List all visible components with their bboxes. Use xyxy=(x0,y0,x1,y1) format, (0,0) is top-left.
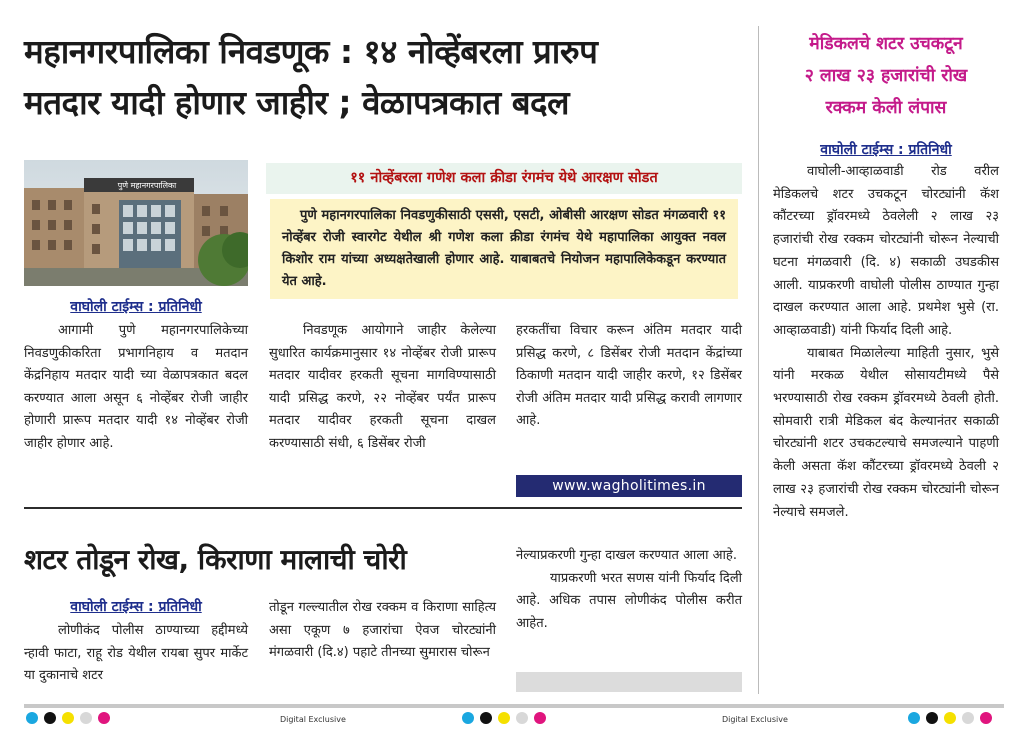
story2-byline: वाघोली टाईम्स : प्रतिनिधी xyxy=(70,599,202,615)
story2-headline: शटर तोडून रोख, किराणा मालाची चोरी xyxy=(24,543,407,576)
building-sign: पुणे महानगरपालिका xyxy=(117,181,177,190)
footer-label-left: Digital Exclusive xyxy=(280,715,346,724)
side-headline-line2: २ लाख २३ हजारांची रोख xyxy=(804,66,968,86)
registration-marks-center xyxy=(462,712,554,726)
registration-dot xyxy=(516,712,528,724)
story1-col2-text: निवडणूक आयोगाने जाहीर केलेल्या सुधारित कार्यक्रमानुसार १४ नोव्हेंबर रोजी प्रारूप मतदार यादीवर हरकती सूचना मागविण्यासाठी यादी प्रसिद्ध करणे, २२ नोव्हेंबर पर्यंत प्रारूप मतदार यादीवर हरकती सूचना दाखल करण्यासाठी संधी, ६ डिसेंबर रोजी xyxy=(269,323,496,451)
story2-col1-text: लोणीकंद पोलीस ठाण्याच्या हद्दीमध्ये न्हावी फाटा, राहू रोड येथील रायबा सुपर मार्केट या दुकानाचे शटर xyxy=(24,623,248,684)
registration-dot xyxy=(944,712,956,724)
registration-dot xyxy=(498,712,510,724)
registration-dot xyxy=(62,712,74,724)
side-column xyxy=(773,161,999,524)
side-headline-line3: रक्कम केली लंपास xyxy=(825,98,947,118)
footer-bar xyxy=(24,704,1004,708)
story1-headline xyxy=(24,26,759,128)
story2-column-2 xyxy=(269,597,496,665)
registration-dot xyxy=(962,712,974,724)
story2-col3-text-1: नेल्याप्रकरणी गुन्हा दाखल करण्यात आला आहे. xyxy=(516,548,737,563)
story1-col3-text: हरकतींचा विचार करून अंतिम मतदार यादी प्रसिद्ध करणे, ८ डिसेंबर रोजी मतदान केंद्रांच्या ठिकाणी मतदान यादी जाहीर करणे, १२ डिसेंबर रोजी अंतिम मतदार यादी प्रसिद्ध करावी लागणार आहे. xyxy=(516,323,742,429)
side-paragraph-2: याबाबत मिळालेल्या माहिती नुसार, भुसे यांनी मरकळ येथील सोसायटीमध्ये पैसे भरण्यासाठी रोख रक्कम ड्रॉवरमध्ये ठेवली होती. सोमवारी रात्री मेडिकल बंद केल्यानंतर सकाळी चोरट्यांनी शटर उचकटल्याचे समजल्याने पाहणी केली असता कॅश काैंटरच्या ड्रॉवरमध्ये ठेवली २ लाख २३ हजारांची रोख रक्कम चोरट्यांनी चोरून नेल्याचे समजले. xyxy=(773,345,999,520)
story2-grey-strip xyxy=(516,672,742,692)
registration-dot xyxy=(26,712,38,724)
side-headline xyxy=(768,28,1004,124)
building-illustration xyxy=(24,160,248,286)
side-paragraph-1: वाघोली-आव्हाळवाडी रोड वरील मेडिकलचे शटर उचकटून चोरट्यांनी कॅश काैंटरच्या ड्रॉवरमध्ये ठेवलेली २ लाख २३ हजारांची रोख रक्कम चोरट्यांनी चोरून नेल्याची घटना मंगळवारी (दि. ४) सकाळी उघडकीस आली. याप्रकरणी वाघोली पोलीस ठाण्यात गुन्हा दाखल करण्यात आला आहे. प्रथमेश भुसे (रा. आव्हाळवाडी) यांनी फिर्याद दिली आहे. xyxy=(773,164,999,338)
story2-column-1 xyxy=(24,620,248,688)
story1-headline-line1: महानगरपालिका निवडणूक : १४ नोव्हेंबरला प्रारुप xyxy=(24,32,598,71)
story1-summary: पुणे महानगरपालिका निवडणुकीसाठी एससी, एसटी, ओबीसी आरक्षण सोडत मंगळवारी ११ नोव्हेंबर रोजी स्वारगेट येथील श्री गणेश कला क्रीडा रंगमंच येथे महापालिका आयुक्त नवल किशोर राम यांच्या अध्यक्षतेखाली होणार आहे. याबाबतचे नियोजन महापालिकेकडून करण्यात येत आहे. xyxy=(270,199,738,299)
pmc-building-photo xyxy=(24,160,248,286)
registration-dot xyxy=(80,712,92,724)
story1-column-1 xyxy=(24,320,248,456)
sidebar-divider xyxy=(758,26,759,694)
website-banner: www.wagholitimes.in xyxy=(516,475,742,497)
registration-dot xyxy=(480,712,492,724)
side-byline: वाघोली टाईम्स : प्रतिनिधी xyxy=(820,142,952,158)
registration-dot xyxy=(980,712,992,724)
story1-col1-text: आगामी पुणे महानगरपालिकेच्या निवडणुकीकरिता प्रभागनिहाय व मतदान केंद्रनिहाय मतदार यादी च्या वेळापत्रकात बदल करण्यात आला असून ६ नोव्हेंबर रोजी जाहीर होणारी प्रारूप मतदार यादी १४ नोव्हेंबर रोजी जाहीर होणार आहे. xyxy=(24,323,248,451)
story2-col2-text: तोडून गल्ल्यातील रोख रक्कम व किराणा साहित्य असा एकूण ७ हजारांचा ऐवज चोरट्यांनी मंगळवारी (दि.४) पहाटे तीनच्या सुमारास चोरून xyxy=(269,600,496,661)
footer-label-right: Digital Exclusive xyxy=(722,715,788,724)
registration-marks-left xyxy=(26,712,118,726)
registration-dot xyxy=(44,712,56,724)
registration-marks-right xyxy=(908,712,1000,726)
registration-dot xyxy=(908,712,920,724)
story1-headline-line2: मतदार यादी होणार जाहीर ; वेळापत्रकात बदल xyxy=(24,83,569,123)
registration-dot xyxy=(462,712,474,724)
story2-column-3 xyxy=(516,545,742,635)
story-divider xyxy=(24,507,742,509)
story1-subhead: ११ नोव्हेंबरला गणेश कला क्रीडा रंगमंच येथे आरक्षण सोडत xyxy=(266,163,742,194)
registration-dot xyxy=(98,712,110,724)
story2-col3-text-2: याप्रकरणी भरत सणस यांनी फिर्याद दिली आहे. अधिक तपास लोणीकंद पोलीस करीत आहेत. xyxy=(516,570,742,631)
registration-dot xyxy=(926,712,938,724)
story1-byline: वाघोली टाईम्स : प्रतिनिधी xyxy=(70,299,202,315)
story1-column-2 xyxy=(269,320,496,456)
story1-column-3 xyxy=(516,320,742,433)
registration-dot xyxy=(534,712,546,724)
side-headline-line1: मेडिकलचे शटर उचकटून xyxy=(809,34,963,54)
